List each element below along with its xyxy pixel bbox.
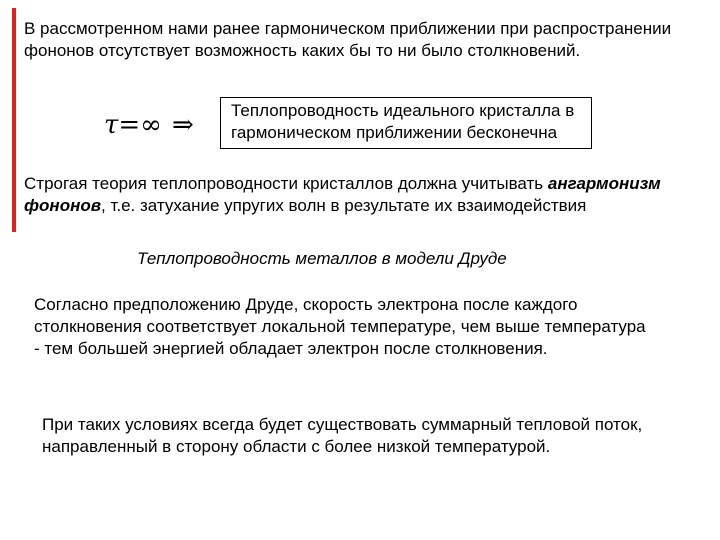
strict-theory-paragraph bbox=[24, 173, 661, 217]
intro-line-2: фононов отсутствует возможность каких бы то ни было столкновений. bbox=[24, 41, 581, 60]
conclusion-line-1: Теплопроводность идеального кристалла в bbox=[231, 101, 575, 120]
conclusion-line-2: гармоническом приближении бесконечна bbox=[231, 123, 558, 142]
accent-bar bbox=[12, 8, 16, 232]
phonons-term: фононов bbox=[24, 196, 101, 215]
heat-flow-line: При таких условиях всегда будет существовать суммарный тепловой поток, bbox=[42, 415, 643, 434]
drude-assumption-line: Согласно предположению Друде, скорость электрона после каждого bbox=[34, 295, 578, 314]
heat-flow-paragraph bbox=[42, 414, 642, 458]
strict-theory-line-1 bbox=[24, 173, 661, 195]
drude-assumption-line: - тем большей энергией обладает электрон после столкновения. bbox=[34, 339, 548, 358]
heat-flow-line: направленный в сторону области с более низкой температурой. bbox=[42, 437, 551, 456]
conclusion-box bbox=[220, 97, 592, 149]
strict-theory-explanation: , т.е. затухание упругих волн в результате их взаимодействия bbox=[101, 196, 587, 215]
strict-theory-line-2 bbox=[24, 195, 661, 217]
anharmonism-term: ангармонизм bbox=[547, 174, 661, 193]
tau-infinity-formula: τ=∞ bbox=[104, 110, 162, 140]
strict-theory-text: Строгая теория теплопроводности кристаллов должна учитывать bbox=[24, 174, 548, 193]
intro-line-1: В рассмотренном нами ранее гармоническом приближении при распространении bbox=[24, 19, 672, 38]
drude-assumption-line: столкновения соответствует локальной температуре, чем выше температура bbox=[34, 317, 646, 336]
drude-assumption-paragraph bbox=[34, 294, 646, 360]
implies-symbol: ⇒ bbox=[172, 110, 194, 140]
drude-heading: Теплопроводность металлов в модели Друде bbox=[137, 249, 507, 268]
intro-paragraph bbox=[24, 18, 671, 62]
